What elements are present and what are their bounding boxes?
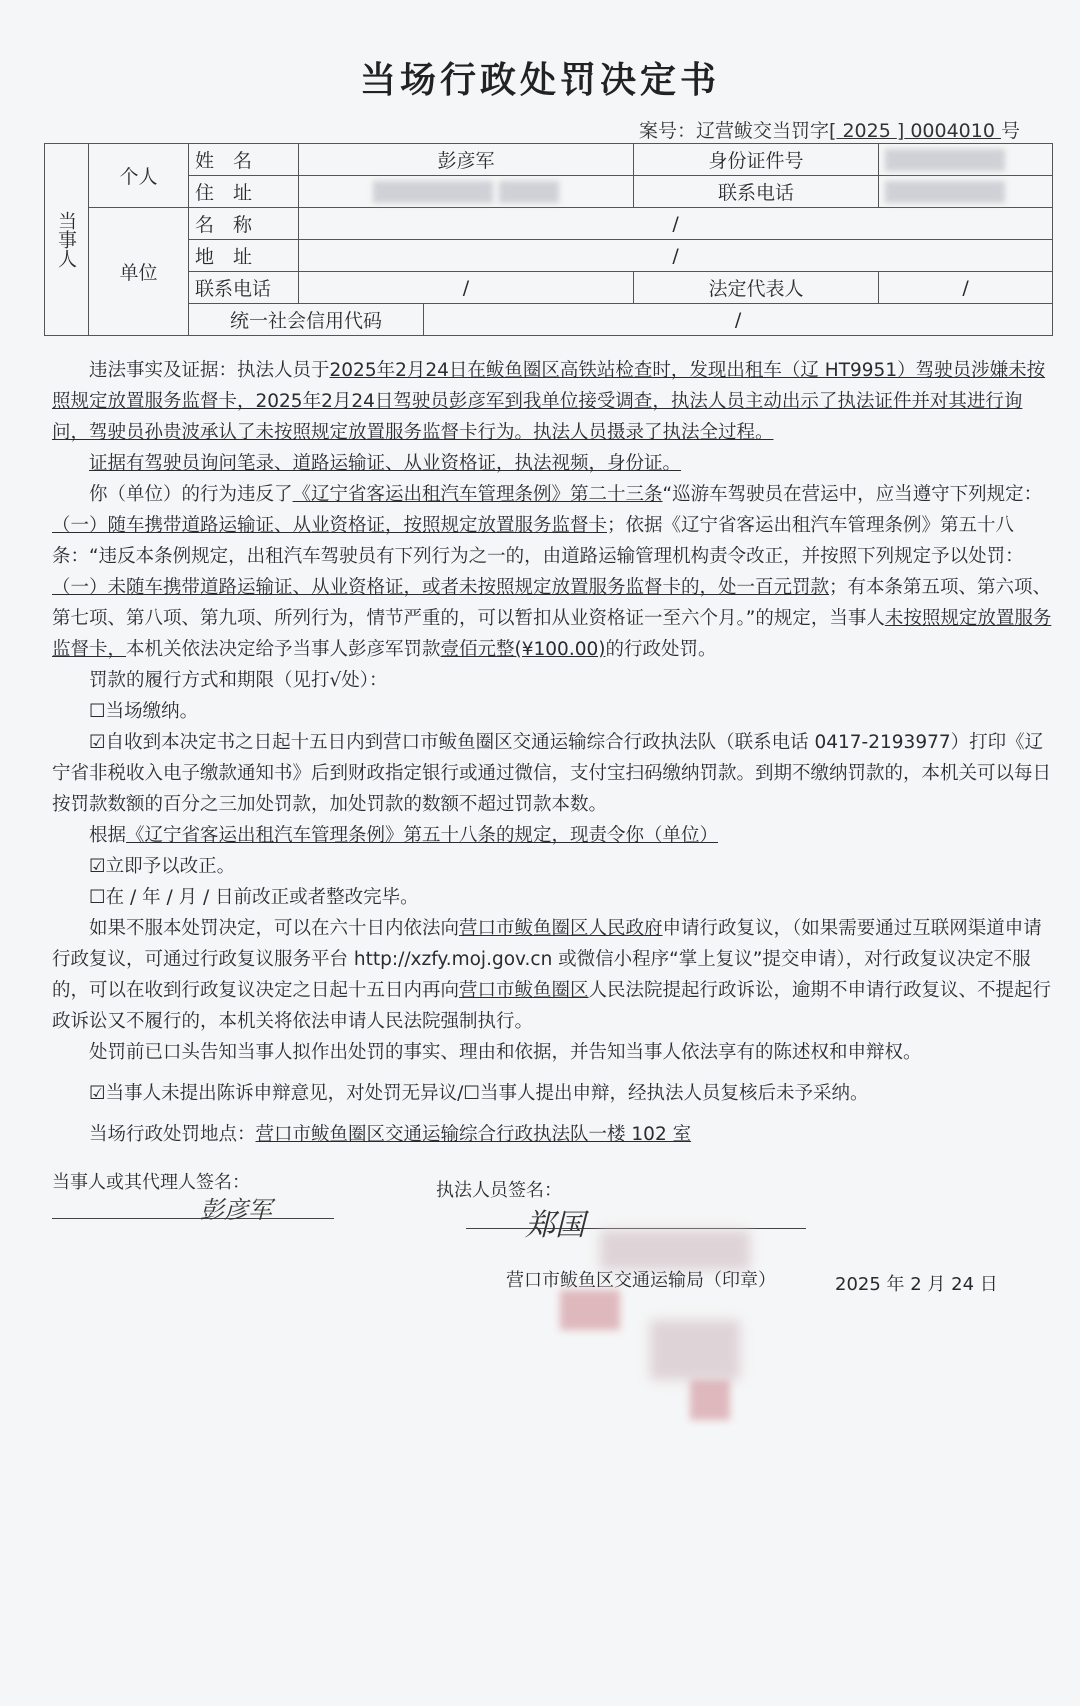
appeal-text-c: 人民法院提起行政诉讼，逾期不申请行政复议、不提起行政诉讼又不履行的，本机关将依法申请人民法院强制执行。 [52,980,1052,1032]
checkbox-icon: ☐ [463,1083,480,1104]
party-signature: 彭彦军 [200,1196,272,1224]
court-district: 营口市鲅鱼圈区 [459,980,589,1001]
evidence-paragraph [52,448,1052,479]
address-value [299,176,634,208]
facts-intro: 违法事实及证据：执法人员于 [89,360,330,381]
case-label: 案号：辽营鲅交当罚字[ [639,120,837,142]
correction-option-deadline [52,882,1052,913]
redacted-id [885,149,1005,171]
place-value: 营口市鲅鱼圈区交通运输综合行政执法队一楼 102 室 [255,1124,692,1145]
payment-option-onsite [52,696,1052,727]
id-label: 身份证件号 [634,144,879,176]
party-label: 当事人 [45,144,89,336]
violation-paragraph [52,479,1052,665]
place-line [52,1119,1052,1150]
facts-detail: 2025年2月24日在鲅鱼圈区高铁站检查时，发现出租车（辽 HT9951）驾驶员涉嫌未按照规定放置服务监督卡，2025年2月24日驾驶员彭彦军到我单位接受调查，执法人员主动出示了执法证件并对其进行询问，驾驶员孙贵波承认了未按照规定放置服务监督卡行为。执法人员摄录了执法全过程。 [52,360,1046,443]
case-number [639,116,1020,143]
officer-signature-label: 执法人员签名： [436,1180,562,1201]
notice-paragraph: 处罚前已口头告知当事人拟作出处罚的事实、理由和依据，并告知当事人依法享有的陈述权和申辩权。 [89,1042,922,1063]
checkbox-checked-icon: ☑ [89,732,106,753]
credit-code-value: / [424,304,1053,336]
address-label: 住 址 [189,176,299,208]
case-suffix: 号 [1000,120,1020,142]
unit-address-value: / [299,240,1053,272]
correction-paragraph [52,820,1052,851]
statement-no-objection: 当事人未提出陈诉申辩意见，对处罚无异议/ [105,1083,464,1104]
redacted-seal-center [650,1320,740,1380]
payment-option-bank-label: 自收到本决定书之日起十五日内到营口市鲅鱼圈区交通运输综合行政执法队（联系电话 0417-2193977）打印《辽宁省非税收入电子缴款通知书》后到财政指定银行或通过微信，支付宝扫码缴纳罚款。到期不缴纳罚款的，本机关可以每日按罚款数额的百分之三加处罚款，加处罚款的数额不超过罚款本数。 [52,732,1052,815]
individual-label: 个人 [89,144,189,208]
place-label: 当场行政处罚地点： [89,1124,256,1145]
violation-text-d: ；有本条第五项、第六项、第七项、第八项、第九项、所列行为，情节严重的，可以暂扣从业资格证一至六个月。”的规定，当事人 [52,577,1052,629]
violation-rule: （一）随车携带道路运输证、从业资格证，按照规定放置服务监督卡 [52,515,608,536]
redacted-seal-bottom [690,1380,730,1420]
checkbox-icon: ☐ [89,887,106,908]
payment-option-onsite-label: 当场缴纳。 [105,701,199,722]
checkbox-checked-icon: ☑ [89,1083,106,1104]
correction-option-immediate-label: 立即予以改正。 [105,856,236,877]
correction-option-deadline-label: 在 / 年 / 月 / 日前改正或者整改完毕。 [105,887,419,908]
official-seal [560,1230,820,1430]
violation-text-b: “巡游车驾驶员在营运中，应当遵守下列规定： [662,484,1043,505]
appeal-text-a: 如果不服本处罚决定，可以在六十日内依法向 [89,918,460,939]
redacted-seal-top [600,1230,750,1270]
payment-option-bank [52,727,1052,820]
unit-address-label: 地 址 [189,240,299,272]
parties-table [44,143,1053,336]
correction-regulation: 《辽宁省客运出租汽车管理条例》第五十八条的规定，现责令你（单位） [126,825,719,846]
unit-label: 单位 [89,208,189,336]
document-title: 当场行政处罚决定书 [359,59,720,101]
name-label: 姓 名 [189,144,299,176]
case-mid: ] [896,120,905,142]
legal-rep-label: 法定代表人 [634,272,879,304]
party-signature-label: 当事人或其代理人签名： [52,1172,250,1193]
party-signature-line [52,1218,334,1219]
officer-signature-line [466,1228,806,1229]
phone-value [879,176,1053,208]
violation-text-c: ；依据《辽宁省客运出租汽车管理条例》第五十八条：“违反本条例规定，出租汽车驾驶员有下列行为之一的，由道路运输管理机构责令改正，并按照下列规定予以处罚： [52,515,1024,567]
correction-option-immediate [52,851,1052,882]
officer-signature: 郑国 [525,1208,585,1243]
document-body [52,355,1052,1150]
review-authority: 营口市鲅鱼圈区人民政府 [459,918,663,939]
appeal-paragraph [52,913,1052,1037]
statement-line [52,1078,1052,1109]
violation-text-a: 你（单位）的行为违反了 [89,484,293,505]
credit-code-label: 统一社会信用代码 [189,304,424,336]
payment-heading: 罚款的履行方式和期限（见打√处）： [89,670,388,691]
case-year: 2025 [836,120,897,142]
unit-phone-value: / [299,272,634,304]
fine-amount: 壹佰元整(¥100.00) [440,639,606,660]
violation-regulation: 《辽宁省客运出租汽车管理条例》第二十三条 [292,484,663,505]
violation-act: 未按照规定放置服务监督卡， [52,608,1052,660]
violation-text-f: 的行政处罚。 [605,639,717,660]
redacted-phone [885,181,1005,203]
facts-paragraph [52,355,1052,448]
legal-rep-value: / [879,272,1053,304]
appeal-text-b: 申请行政复议，（如果需要通过互联网渠道申请行政复议，可通过行政复议服务平台 http://xzfy.moj.gov.cn 或微信小程序“掌上复议”提交申请），对行政复议决定不服的，可以在收到行政复议决定之日起十五日内再向 [52,918,1042,1001]
name-value: 彭彦军 [299,144,634,176]
case-serial: 0004010 [904,120,1001,142]
issuing-authority: 营口市鲅鱼区交通运输局（印章） [506,1270,776,1291]
redacted-address [373,181,493,203]
correction-text: 根据 [89,825,127,846]
unit-name-label: 名 称 [189,208,299,240]
violation-penalty-rule: （一）未随车携带道路运输证、从业资格证，或者未按照规定放置服务监督卡的，处一百元罚款 [52,577,830,598]
unit-phone-label: 联系电话 [189,272,299,304]
unit-name-value: / [299,208,1053,240]
phone-label: 联系电话 [634,176,879,208]
redacted-seal-left [560,1290,620,1330]
statement-objection: 当事人提出申辩，经执法人员复核后未予采纳。 [479,1083,869,1104]
checkbox-checked-icon: ☑ [89,856,106,877]
violation-text-e: 本机关依法决定给予当事人彭彦军罚款 [126,639,441,660]
decision-date: 2025 年 2 月 24 日 [835,1274,998,1295]
id-value [879,144,1053,176]
checkbox-icon: ☐ [89,701,106,722]
redacted-address-2 [499,181,559,203]
evidence-list: 证据有驾驶员询问笔录、道路运输证、从业资格证，执法视频，身份证。 [89,453,682,474]
